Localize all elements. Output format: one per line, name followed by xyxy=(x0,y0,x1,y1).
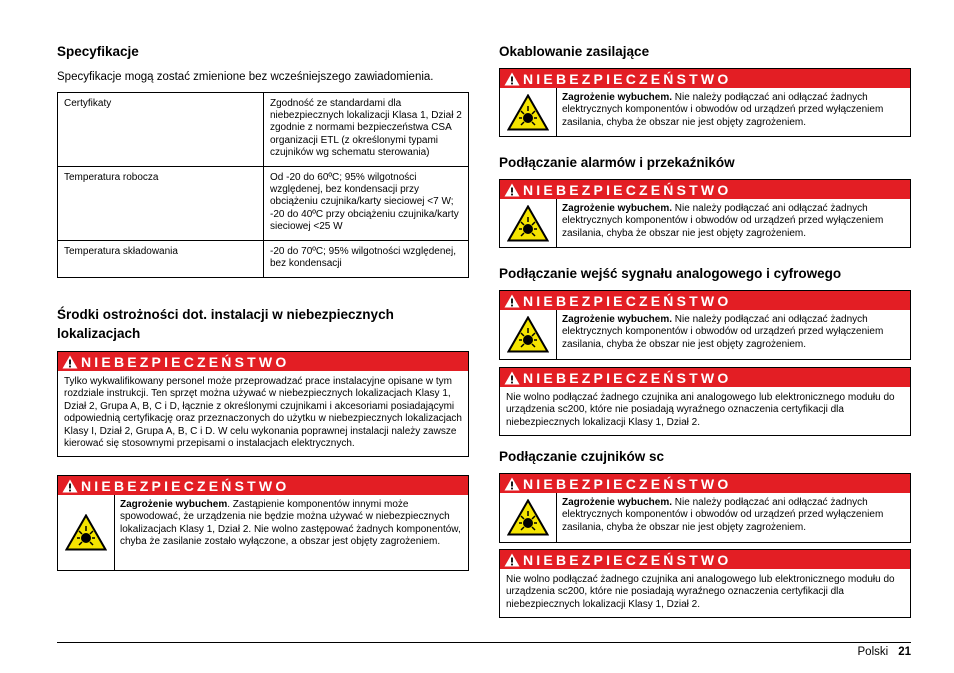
spec-label: Temperatura robocza xyxy=(58,167,264,241)
danger-label: NIEBEZPIECZEŃSTWO xyxy=(523,181,732,198)
table-row xyxy=(58,167,469,241)
danger-header xyxy=(58,476,468,495)
danger-text xyxy=(557,88,910,136)
danger-body: Nie należy podłączać ani odłączać żadnych elektrycznych komponentów i obwodów od urządzeń przed wyłączeniem zasilania, chyba że obszar nie jest objęty zagrożeniem. xyxy=(562,92,884,128)
danger-box-sensors xyxy=(499,473,911,543)
danger-bold: Zagrożenie wybuchem. xyxy=(562,497,673,508)
danger-header xyxy=(500,368,910,387)
page-number: 21 xyxy=(898,646,911,658)
footer-divider xyxy=(57,642,911,643)
power-heading: Okablowanie zasilające xyxy=(499,44,650,59)
danger-body: Nie należy podłączać ani odłączać żadnych elektrycznych komponentów i obwodów od urządzeń przed wyłączeniem zasilania, chyba że obszar nie jest objęty zagrożeniem. xyxy=(562,203,884,239)
spec-heading: Specyfikacje xyxy=(57,44,139,59)
sensors-heading: Podłączanie czujników sc xyxy=(499,449,665,464)
spec-intro: Specyfikacje mogą zostać zmienione bez wcześniejszego zawiadomienia. xyxy=(57,71,434,83)
danger-body: Nie należy podłączać ani odłączać żadnych elektrycznych komponentów i obwodów od urządzeń przed wyłączeniem zasilania, chyba że obszar nie jest objęty zagrożeniem. xyxy=(562,314,884,350)
danger-label: NIEBEZPIECZEŃSTWO xyxy=(81,477,290,494)
warning-triangle-icon xyxy=(504,553,520,567)
page-footer xyxy=(858,645,911,659)
danger-header xyxy=(500,474,910,493)
danger-label: NIEBEZPIECZEŃSTWO xyxy=(523,551,732,568)
explosion-hazard-icon xyxy=(500,493,557,542)
danger-header xyxy=(500,550,910,569)
danger-label: NIEBEZPIECZEŃSTWO xyxy=(81,353,290,370)
warning-triangle-icon xyxy=(504,183,520,197)
danger-header xyxy=(58,352,468,371)
danger-body: . Zastąpienie komponentów innymi może spowodować, że urządzenia nie będzie można używać w niebezpiecznych lokalizacjach Klasy 1, Dział 2. Nie wolno zastępować żadnych komponentów, chyba że zasilanie zostało wyłączone, a obszar jest objęty zagrożeniem. xyxy=(120,499,461,548)
danger-box-analog-modules xyxy=(499,367,911,436)
danger-bold: Zagrożenie wybuchem. xyxy=(562,92,673,103)
danger-body: Nie należy podłączać ani odłączać żadnych elektrycznych komponentów i obwodów od urządzeń przed wyłączeniem zasilania, chyba że obszar nie jest objęty zagrożeniem. xyxy=(562,497,884,533)
danger-label: NIEBEZPIECZEŃSTWO xyxy=(523,292,732,309)
warning-triangle-icon xyxy=(62,355,78,369)
danger-text: Tylko wykwalifikowany personel może przeprowadzać prace instalacyjne opisane w tym rozdziale instrukcji. Ten sprzęt można używać w niebezpiecznych lokalizacjach Klasy 1, Dział 2, Grupa A, B, C i D, łącznie z określonymi czujnikami i akcesoriami posiadającymi odpowiednią certyfikację oraz przeznaczonych do użytku w niebezpiecznych lokalizacjach Klasy I, Dział 2, Grupa A, B, C i D. W celu wykonania poprawnej instalacji należy zawsze kierować się stosownymi przepisami o instalacjach elektrycznych. xyxy=(64,376,462,450)
explosion-hazard-icon xyxy=(500,88,557,136)
warning-triangle-icon xyxy=(504,371,520,385)
explosion-hazard-icon xyxy=(500,310,557,359)
alarms-heading: Podłączanie alarmów i przekaźników xyxy=(499,155,735,170)
spec-value: Od -20 do 60ºC; 95% wilgotności względenej, bez kondensacji przy obciążeniu czujnika/karty sieciowej <7 W; -20 do 40ºC przy obciążeniu czujnika/karty sieciowej <25 W xyxy=(264,167,469,241)
explosion-hazard-icon xyxy=(500,199,557,247)
danger-box-sensor-modules xyxy=(499,549,911,618)
danger-text xyxy=(557,493,910,542)
danger-header xyxy=(500,69,910,88)
spec-label: Certyfikaty xyxy=(58,93,264,167)
danger-bold: Zagrożenie wybuchem. xyxy=(562,203,673,214)
danger-box-components xyxy=(57,475,469,571)
warning-triangle-icon xyxy=(62,479,78,493)
spec-table xyxy=(57,92,469,278)
danger-box-analog xyxy=(499,290,911,360)
danger-text xyxy=(557,310,910,359)
danger-text xyxy=(115,495,468,570)
danger-label: NIEBEZPIECZEŃSTWO xyxy=(523,70,732,87)
danger-label: NIEBEZPIECZEŃSTWO xyxy=(523,369,732,386)
danger-box-power xyxy=(499,68,911,137)
analog-heading: Podłączanie wejść sygnału analogowego i cyfrowego xyxy=(499,266,842,281)
danger-box-personnel xyxy=(57,351,469,457)
danger-label: NIEBEZPIECZEŃSTWO xyxy=(523,475,732,492)
table-row xyxy=(58,93,469,167)
danger-header xyxy=(500,291,910,310)
spec-label: Temperatura składowania xyxy=(58,241,264,278)
explosion-hazard-icon xyxy=(58,495,115,570)
danger-text: Nie wolno podłączać żadnego czujnika ani analogowego lub elektronicznego modułu do urządzenia sc200, które nie posiadają wyraźnego oznaczenia certyfikacji dla niebezpiecznych lokalizacji Klasy 1, Dział 2. xyxy=(506,392,895,428)
spec-value: Zgodność ze standardami dla niebezpiecznych lokalizacji Klasa 1, Dział 2 zgodnie z normami bezpieczeństwa CSA organizacji ETL (z określonymi typami czujników wg schematu sterowania) xyxy=(264,93,469,167)
danger-box-alarms xyxy=(499,179,911,248)
precautions-heading: Środki ostrożności dot. instalacji w niebezpiecznych lokalizacjach xyxy=(57,307,394,341)
warning-triangle-icon xyxy=(504,72,520,86)
danger-bold: Zagrożenie wybuchem. xyxy=(562,314,673,325)
table-row xyxy=(58,241,469,278)
warning-triangle-icon xyxy=(504,294,520,308)
danger-header xyxy=(500,180,910,199)
danger-bold: Zagrożenie wybuchem xyxy=(120,499,228,510)
footer-language: Polski xyxy=(857,646,889,658)
danger-text xyxy=(557,199,910,247)
spec-value: -20 do 70ºC; 95% wilgotności względenej, bez kondensacji xyxy=(264,241,469,278)
danger-text: Nie wolno podłączać żadnego czujnika ani analogowego lub elektronicznego modułu do urządzenia sc200, które nie posiadają wyraźnego oznaczenia certyfikacji dla niebezpiecznych lokalizacji Klasy 1, Dział 2. xyxy=(506,574,895,610)
warning-triangle-icon xyxy=(504,477,520,491)
